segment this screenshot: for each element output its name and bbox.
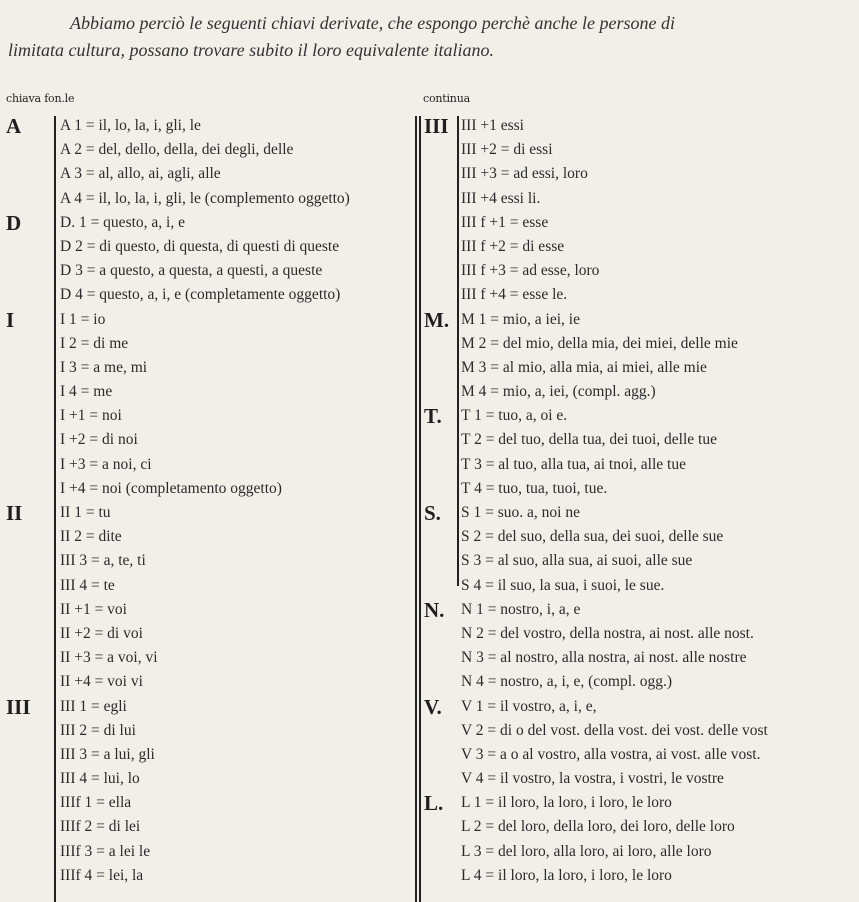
key-entry: III +3 = ad essi, loro (461, 165, 588, 183)
key-entry: III f +2 = di esse (461, 237, 565, 255)
right-column (420, 114, 859, 888)
key-entry: L 4 = il loro, la loro, i loro, le loro (461, 866, 672, 884)
key-entry: II +1 = voi (60, 600, 127, 618)
key-letter: I (6, 307, 15, 332)
key-entry: I 3 = a me, mi (60, 358, 148, 376)
key-group (420, 308, 859, 405)
key-group (0, 114, 420, 211)
key-entry: II +3 = a voi, vi (60, 649, 158, 667)
key-entry: L 3 = del loro, alla loro, ai loro, alle loro (461, 842, 712, 860)
key-entry: D. 1 = questo, a, i, e (60, 213, 185, 231)
key-entry: N 1 = nostro, i, a, e (461, 600, 581, 618)
key-entry: N 3 = al nostro, alla nostra, ai nost. alle nostre (461, 649, 747, 667)
intro-line-2: limitata cultura, possano trovare subito il loro equivalente italiano. (8, 40, 494, 60)
key-entry: III f +4 = esse le. (461, 286, 568, 304)
key-entry: V 4 = il vostro, la vostra, i vostri, le vostre (461, 770, 724, 788)
key-entry: S 4 = il suo, la sua, i suoi, le sue. (461, 576, 665, 594)
key-entry: I +2 = di noi (60, 431, 138, 449)
key-entry: M 2 = del mio, della mia, dei miei, delle mie (461, 334, 738, 352)
key-entry: I +3 = a noi, ci (60, 455, 152, 473)
key-letter: S. (424, 501, 441, 525)
key-entry: M 3 = al mio, alla mia, ai miei, alle mie (461, 358, 707, 376)
left-column-header: chiava fon.le (6, 92, 75, 105)
key-group (0, 695, 420, 889)
key-entry: A 2 = del, dello, della, dei degli, delle (60, 141, 294, 159)
key-group (0, 308, 420, 502)
key-letter: M. (424, 307, 450, 332)
key-group (420, 114, 859, 308)
key-entry: III +4 essi li. (461, 189, 541, 207)
key-entry: N 4 = nostro, a, i, e, (compl. ogg.) (461, 673, 673, 691)
key-entry: III 4 = te (60, 576, 115, 594)
key-entry: II 2 = dite (60, 528, 122, 546)
left-column (0, 114, 420, 888)
key-entry: III 1 = egli (60, 697, 127, 715)
key-entry: T 2 = del tuo, della tua, dei tuoi, delle tue (461, 431, 717, 449)
key-entry: II 1 = tu (60, 504, 111, 521)
key-entry: I +4 = noi (completamento oggetto) (60, 479, 282, 497)
key-entry: T 3 = al tuo, alla tua, ai tnoi, alle tue (461, 455, 686, 473)
key-entry: N 2 = del vostro, della nostra, ai nost. alle nost. (461, 624, 754, 642)
key-entry: IIIf 2 = di lei (60, 818, 141, 836)
key-letter: II (6, 501, 23, 525)
key-entry: III 4 = lui, lo (60, 770, 140, 788)
key-entry: D 2 = di questo, di questa, di questi di queste (60, 237, 340, 255)
key-entry: D 4 = questo, a, i, e (completamente oggetto) (60, 286, 341, 304)
key-group (0, 211, 420, 308)
key-entry: T 4 = tuo, tua, tuoi, tue. (461, 479, 608, 497)
key-group (420, 404, 859, 501)
key-entry: V 1 = il vostro, a, i, e, (461, 697, 597, 715)
key-letter: L. (424, 791, 444, 816)
key-entry: III 3 = a, te, ti (60, 552, 146, 570)
key-entry: I 4 = me (60, 383, 113, 401)
key-group (420, 695, 859, 792)
key-entry: V 2 = di o del vost. della vost. dei vost. delle vost (461, 721, 768, 739)
key-letter: A (6, 114, 22, 138)
key-entry: I 1 = io (60, 310, 106, 328)
key-group (0, 501, 420, 695)
intro-line-1: Abbiamo perciò le seguenti chiavi derivate, che espongo perchè anche le persone di (70, 13, 675, 33)
key-entry: III f +3 = ad esse, loro (461, 262, 600, 280)
key-entry: M 1 = mio, a iei, ie (461, 310, 580, 328)
key-entry: I 2 = di me (60, 334, 129, 352)
key-letter: D (6, 210, 22, 235)
key-entry: III 2 = di lui (60, 721, 136, 739)
key-entry: A 4 = il, lo, la, i, gli, le (complemento oggetto) (60, 189, 350, 207)
key-entry: D 3 = a questo, a questa, a questi, a queste (60, 262, 323, 280)
key-letter: T. (424, 404, 442, 429)
key-entry: III f +1 = esse (461, 213, 549, 231)
key-entry: S 3 = al suo, alla sua, ai suoi, alle sue (461, 552, 693, 570)
key-letter: V. (424, 694, 442, 719)
key-entry: V 3 = a o al vostro, alla vostra, ai vost. alle vost. (461, 745, 761, 763)
key-entry: M 4 = mio, a, iei, (compl. agg.) (461, 383, 656, 401)
key-entry: S 2 = del suo, della sua, dei suoi, delle sue (461, 528, 724, 546)
key-entry: IIIf 4 = lei, la (60, 866, 144, 884)
key-entry: T 1 = tuo, a, oi e. (461, 407, 568, 425)
key-entry: I +1 = noi (60, 407, 122, 425)
key-entry: II +4 = voi vi (60, 673, 143, 691)
key-letter: III (424, 114, 449, 138)
key-entry: S 1 = suo. a, noi ne (461, 504, 580, 521)
key-group (420, 791, 859, 888)
key-entry: L 1 = il loro, la loro, i loro, le loro (461, 794, 672, 812)
key-entry: A 3 = al, allo, ai, agli, alle (60, 165, 221, 183)
key-entry: IIIf 1 = ella (60, 794, 132, 812)
key-entry: L 2 = del loro, della loro, dei loro, delle loro (461, 818, 735, 836)
key-group (420, 598, 859, 695)
key-entry: II +2 = di voi (60, 624, 143, 642)
key-entry: III +1 essi (461, 117, 524, 134)
key-entry: III +2 = di essi (461, 141, 553, 159)
key-letter: III (6, 694, 31, 719)
intro-paragraph (8, 10, 853, 64)
key-entry: IIIf 3 = a lei le (60, 842, 151, 860)
key-entry: III 3 = a lui, gli (60, 745, 155, 763)
key-group (420, 501, 859, 598)
key-entry: A 1 = il, lo, la, i, gli, le (60, 117, 201, 134)
key-letter: N. (424, 597, 445, 622)
right-column-header: continua (423, 92, 470, 105)
